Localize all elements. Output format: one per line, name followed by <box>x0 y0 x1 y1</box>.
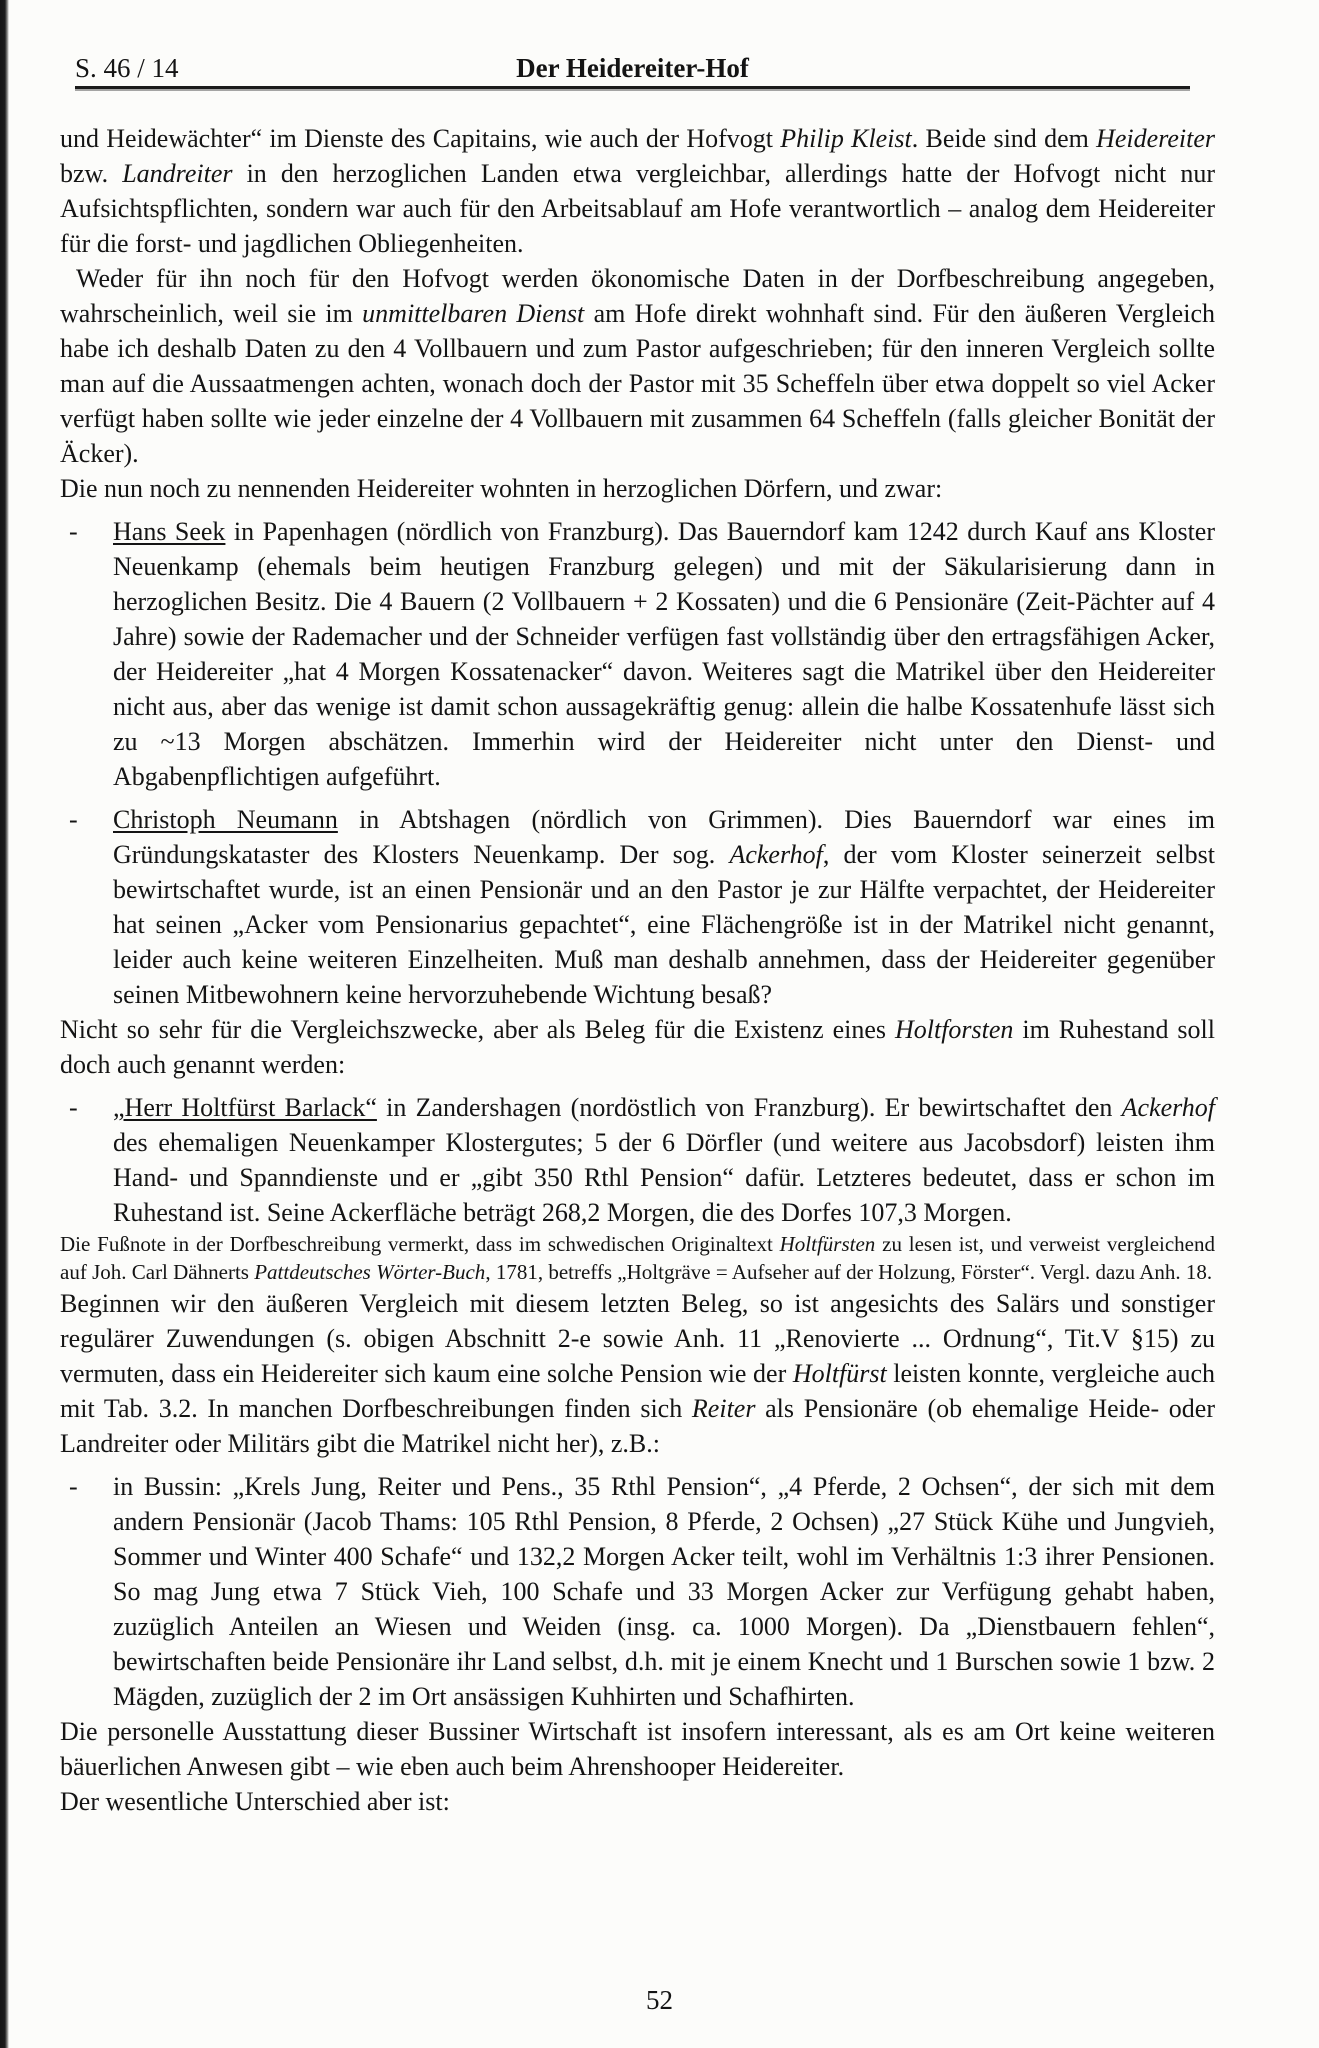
paragraph: Weder für ihn noch für den Hofvogt werden ökonomische Daten in der Dorfbeschreibung angegeben, wahrscheinlich, weil sie im unmittelbaren Dienst am Hofe direkt wohnhaft sind. Für den äußeren Vergleich habe ich deshalb Daten zu den 4 Vollbauern und zum Pastor aufgeschrieben; für den inneren Vergleich sollte man auf die Aussaatmengen achten, wonach doch der Pastor mit 35 Scheffeln über etwa doppelt so viel Acker verfügt haben sollte wie jeder einzelne der 4 Vollbauern mit zusammen 64 Scheffeln (falls gleicher Bonität der Äcker). <box>60 264 1215 468</box>
paragraph-continuation: und Heidewächter“ im Dienste des Capitains, wie auch der Hofvogt Philip Kleist. Beide sind dem Heidereiter bzw. Landreiter in den herzoglichen Landen etwa vergleichbar, allerdings hatte der Hofvogt nicht nur Aufsichtspflichten, sondern war auch für den Arbeitsablauf am Hofe verantwortlich – analog dem Heidereiter für die forst- und jagdlichen Obliegenheiten. <box>60 124 1215 258</box>
list-bullet: - <box>69 1472 78 1501</box>
list-item-text: in Bussin: „Krels Jung, Reiter und Pens., 35 Rthl Pension“, „4 Pferde, 2 Ochsen“, der sich mit dem andern Pensionär (Jacob Thams: 105 Rthl Pension, 8 Pferde, 2 Ochsen) „27 Stück Kühe und Jungvieh, Sommer und Winter 400 Schafe“ und 132,2 Morgen Acker teilt, wohl im Verhältnis 1:3 ihrer Pensionen. So mag Jung etwa 7 Stück Vieh, 100 Schafe und 33 Morgen Acker zur Verfügung gehabt haben, zuzüglich Anteilen an Wiesen und Weiden (insg. ca. 1000 Morgen). Da „Dienstbauern fehlen“, bewirtschaften beide Pensionäre ihr Land selbst, d.h. mit je einem Knecht und 1 Burschen sowie 1 bzw. 2 Mägden, zuzüglich der 2 im Ort ansässigen Kuhhirten und Schafhirten. <box>113 1472 1215 1711</box>
list-item-christoph-neumann <box>60 802 1215 1012</box>
paragraph-lead-in: Die nun noch zu nennenden Heidereiter wohnten in herzoglichen Dörfern, und zwar: <box>60 474 943 503</box>
list-bullet: - <box>69 517 78 546</box>
list-item-hans-seek <box>60 514 1215 794</box>
header-rule <box>75 86 1190 89</box>
paragraph-closing: Der wesentliche Unterschied aber ist: <box>60 1787 450 1816</box>
page-header <box>75 50 1190 84</box>
header-title: Der Heidereiter-Hof <box>516 53 749 83</box>
header-page-ref: S. 46 / 14 <box>75 53 179 83</box>
list-item-text: Christoph Neumann in Abtshagen (nördlich von Grimmen). Dies Bauerndorf war eines im Gründungskataster des Klosters Neuenkamp. Der sog. Ackerhof, der vom Kloster seinerzeit selbst bewirtschaftet wurde, ist an einen Pensionär und an den Pastor je zur Hälfte verpachtet, der Heidereiter hat seinen „Acker vom Pensionarius gepachtet“, eine Flächengröße ist in der Matrikel nicht genannt, leider auch keine weiteren Einzelheiten. Muß man deshalb annehmen, dass der Heidereiter gegenüber seinen Mitbewohnern keine hervorzuhebende Wichtung besaß? <box>113 805 1215 1009</box>
footnote: Die Fußnote in der Dorfbeschreibung vermerkt, dass im schwedischen Originaltext Holtfürsten zu lesen ist, und verweist vergleichend auf Joh. Carl Dähnerts Pattdeutsches Wörter-Buch, 1781, betreffs „Holtgräve = Aufseher auf der Holzung, Förster“. Vergl. dazu Anh. 18. <box>60 1232 1215 1284</box>
page-footer <box>0 1985 1319 2016</box>
list-bullet: - <box>69 805 78 834</box>
paragraph: Die personelle Ausstattung dieser Bussiner Wirtschaft ist insofern interessant, als es am Ort keine weiteren bäuerlichen Anwesen gibt – wie eben auch beim Ahrenshooper Heidereiter. <box>60 1717 1215 1781</box>
list-item-bussin <box>60 1469 1215 1714</box>
page-number: 52 <box>646 1985 673 2015</box>
paragraph-lead-in: Nicht so sehr für die Vergleichszwecke, aber als Beleg für die Existenz eines Holtforsten im Ruhestand soll doch auch genannt werden: <box>60 1015 1216 1079</box>
list-item-text: Hans Seek in Papenhagen (nördlich von Franzburg). Das Bauerndorf kam 1242 durch Kauf ans Kloster Neuenkamp (ehemals beim heutigen Franzburg gelegen) und mit der Säkularisierung dann in herzoglichen Besitz. Die 4 Bauern (2 Vollbauern + 2 Kossaten) und die 6 Pensionäre (Zeit-Pächter auf 4 Jahre) sowie der Rademacher und der Schneider verfügen fast vollständig über den ertragsfähigen Acker, der Heidereiter „hat 4 Morgen Kossatenacker“ davon. Weiteres sagt die Matrikel über den Heidereiter nicht aus, aber das wenige ist damit schon aussagekräftig genug: allein die halbe Kossatenhufe lässt sich zu ~13 Morgen abschätzen. Immerhin wird der Heidereiter nicht unter den Dienst- und Abgabenpflichtigen aufgeführt. <box>113 517 1215 791</box>
page-body <box>60 121 1215 1819</box>
list-item-holtfuerst-barlack <box>60 1090 1215 1230</box>
list-item-text: „Herr Holtfürst Barlack“ in Zandershagen (nordöstlich von Franzburg). Er bewirtschaftet den Ackerhof des ehemaligen Neuenkamper Klostergutes; 5 der 6 Dörfler (und weitere aus Jacobsdorf) leisten ihm Hand- und Spanndienste und er „gibt 350 Rthl Pension“ dafür. Letzteres bedeutet, dass er schon im Ruhestand ist. Seine Ackerfläche beträgt 268,2 Morgen, die des Dorfes 107,3 Morgen. <box>113 1093 1215 1227</box>
paragraph: Beginnen wir den äußeren Vergleich mit diesem letzten Beleg, so ist angesichts des Salärs und sonstiger regulärer Zuwendungen (s. obigen Abschnitt 2-e sowie Anh. 11 „Renovierte ... Ordnung“, Tit.V §15) zu vermuten, dass ein Heidereiter sich kaum eine solche Pension wie der Holtfürst leisten konnte, vergleiche auch mit Tab. 3.2. In manchen Dorfbeschreibungen finden sich Reiter als Pensionäre (ob ehemalige Heide- oder Landreiter oder Militärs gibt die Matrikel nicht her), z.B.: <box>60 1289 1215 1458</box>
list-bullet: - <box>69 1093 78 1122</box>
